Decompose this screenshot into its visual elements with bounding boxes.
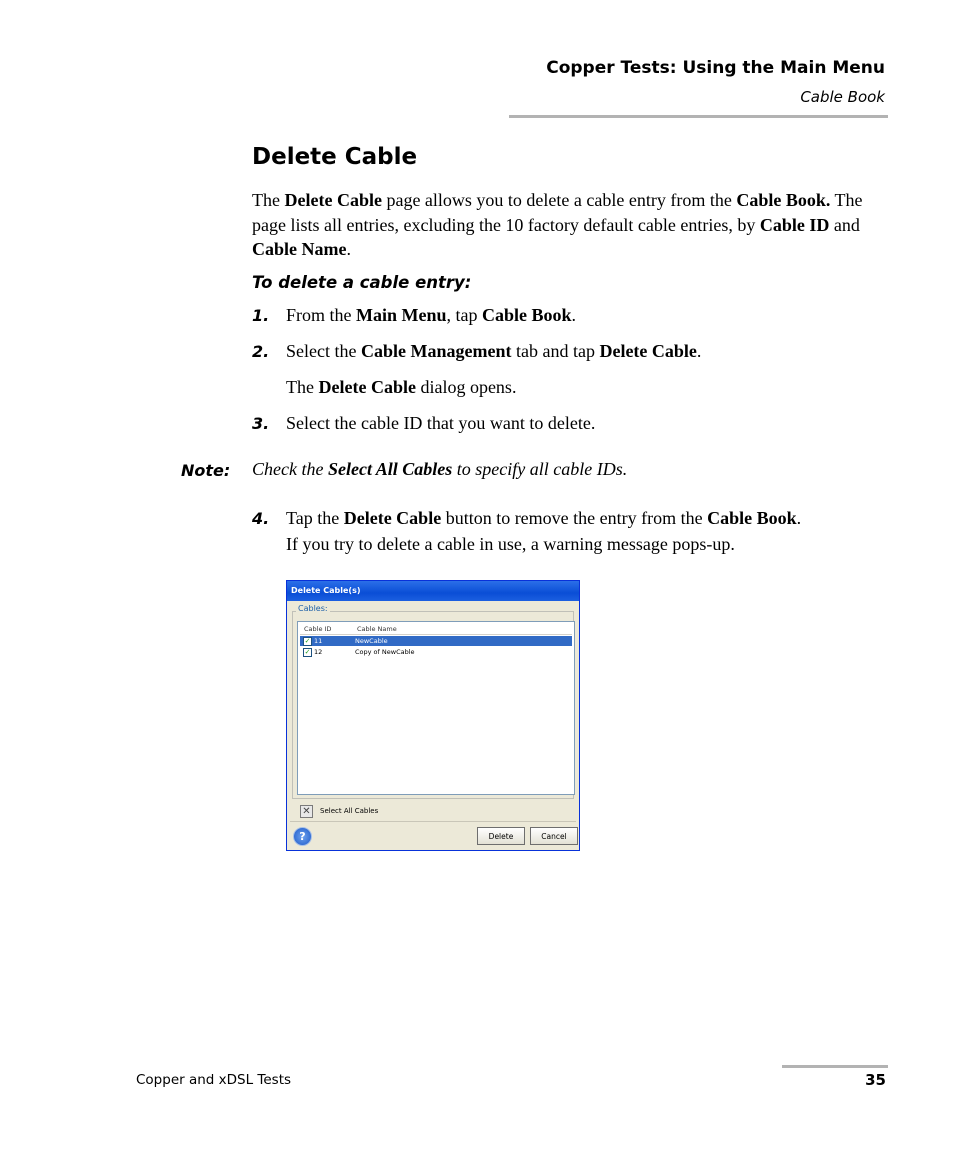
dialog-titlebar — [287, 581, 579, 601]
row-cable-name: Copy of NewCable — [355, 648, 415, 656]
intro-text: and — [829, 214, 860, 235]
cables-group-label: Cables: — [298, 604, 328, 613]
running-header-title: Copper Tests: Using the Main Menu — [546, 58, 885, 78]
intro-bold: Cable Book. — [736, 190, 831, 210]
step-number: 1. — [252, 306, 270, 325]
step-bold: Delete Cable — [343, 508, 442, 528]
column-header-cable-id[interactable]: Cable ID — [304, 625, 332, 633]
step-text-part: Select the — [286, 341, 361, 361]
step-text-part: From the — [286, 305, 356, 325]
note-text-part: Check the — [252, 459, 328, 479]
intro-bold: Cable Name — [252, 239, 347, 259]
step-text-line2: If you try to delete a cable in use, a warning message pops-up. — [286, 534, 735, 554]
step-number: 2. — [252, 342, 270, 361]
cable-list[interactable] — [297, 621, 575, 795]
section-title: Delete Cable — [252, 144, 418, 170]
step-number: 3. — [252, 414, 270, 433]
step-text-part: . — [696, 341, 702, 361]
row-cable-id: 11 — [314, 637, 323, 645]
step-text-part: The — [286, 377, 319, 397]
step-text — [286, 506, 801, 531]
procedure-heading: To delete a cable entry: — [252, 273, 472, 292]
column-header-cable-name[interactable]: Cable Name — [357, 625, 397, 633]
step-text-part: . — [796, 508, 802, 528]
note-bold: Select All Cables — [327, 459, 453, 479]
intro-text: page allows you to delete a cable entry from the — [381, 190, 737, 210]
row-cable-name: NewCable — [355, 637, 388, 645]
list-header-divider — [300, 634, 572, 635]
step-bold: Delete Cable — [599, 341, 697, 361]
step-number: 4. — [252, 509, 270, 528]
running-header-subtitle: Cable Book — [800, 88, 885, 106]
step-bold: Cable Management — [360, 341, 512, 361]
table-row[interactable] — [300, 636, 572, 646]
note-text-part: to specify all cable IDs. — [452, 459, 628, 479]
step-text-part: , tap — [446, 305, 483, 325]
select-all-checkbox[interactable]: ✕ — [300, 805, 313, 818]
table-row[interactable] — [300, 647, 572, 657]
dialog-title: Delete Cable(s) — [291, 586, 361, 595]
step-bold: Cable Book — [482, 305, 572, 325]
header-rule — [509, 115, 888, 118]
step-text-part: dialog opens. — [415, 377, 517, 397]
step-text-part: button to remove the entry from the — [441, 508, 708, 528]
step-text-part: Tap the — [286, 508, 344, 528]
help-icon[interactable]: ? — [293, 827, 312, 846]
delete-button[interactable]: Delete — [477, 827, 525, 845]
row-checkbox[interactable]: ✓ — [304, 648, 311, 656]
step-text-part: . — [571, 305, 577, 325]
select-all-label[interactable]: Select All Cables — [320, 807, 379, 815]
intro-bold: Cable ID — [759, 214, 830, 235]
row-checkbox[interactable]: ✓ — [304, 637, 311, 645]
intro-paragraph — [252, 188, 882, 262]
intro-text: . — [346, 239, 351, 259]
note-label: Note: — [181, 461, 231, 480]
dialog-footer-divider — [290, 821, 576, 822]
row-cable-id: 12 — [314, 648, 323, 656]
intro-bold: Delete Cable — [284, 190, 382, 210]
step-text — [286, 339, 701, 364]
footer-rule — [782, 1065, 888, 1068]
page-number: 35 — [865, 1071, 886, 1089]
step-bold: Main Menu — [356, 305, 447, 325]
intro-text: The — [252, 190, 285, 210]
delete-cables-dialog — [286, 580, 580, 851]
step-text — [286, 303, 576, 328]
step-text: Select the cable ID that you want to delete. — [286, 413, 596, 433]
footer-title: Copper and xDSL Tests — [136, 1072, 292, 1088]
note-text — [252, 459, 627, 480]
step-bold: Delete Cable — [318, 377, 416, 397]
step-result — [286, 375, 516, 400]
step-bold: Cable Book — [707, 508, 797, 528]
intro-text: The page lists all entries, excluding the 10 factory default cable entries, by — [252, 190, 863, 235]
step-text-part: tab and tap — [511, 341, 600, 361]
cancel-button[interactable]: Cancel — [530, 827, 578, 845]
